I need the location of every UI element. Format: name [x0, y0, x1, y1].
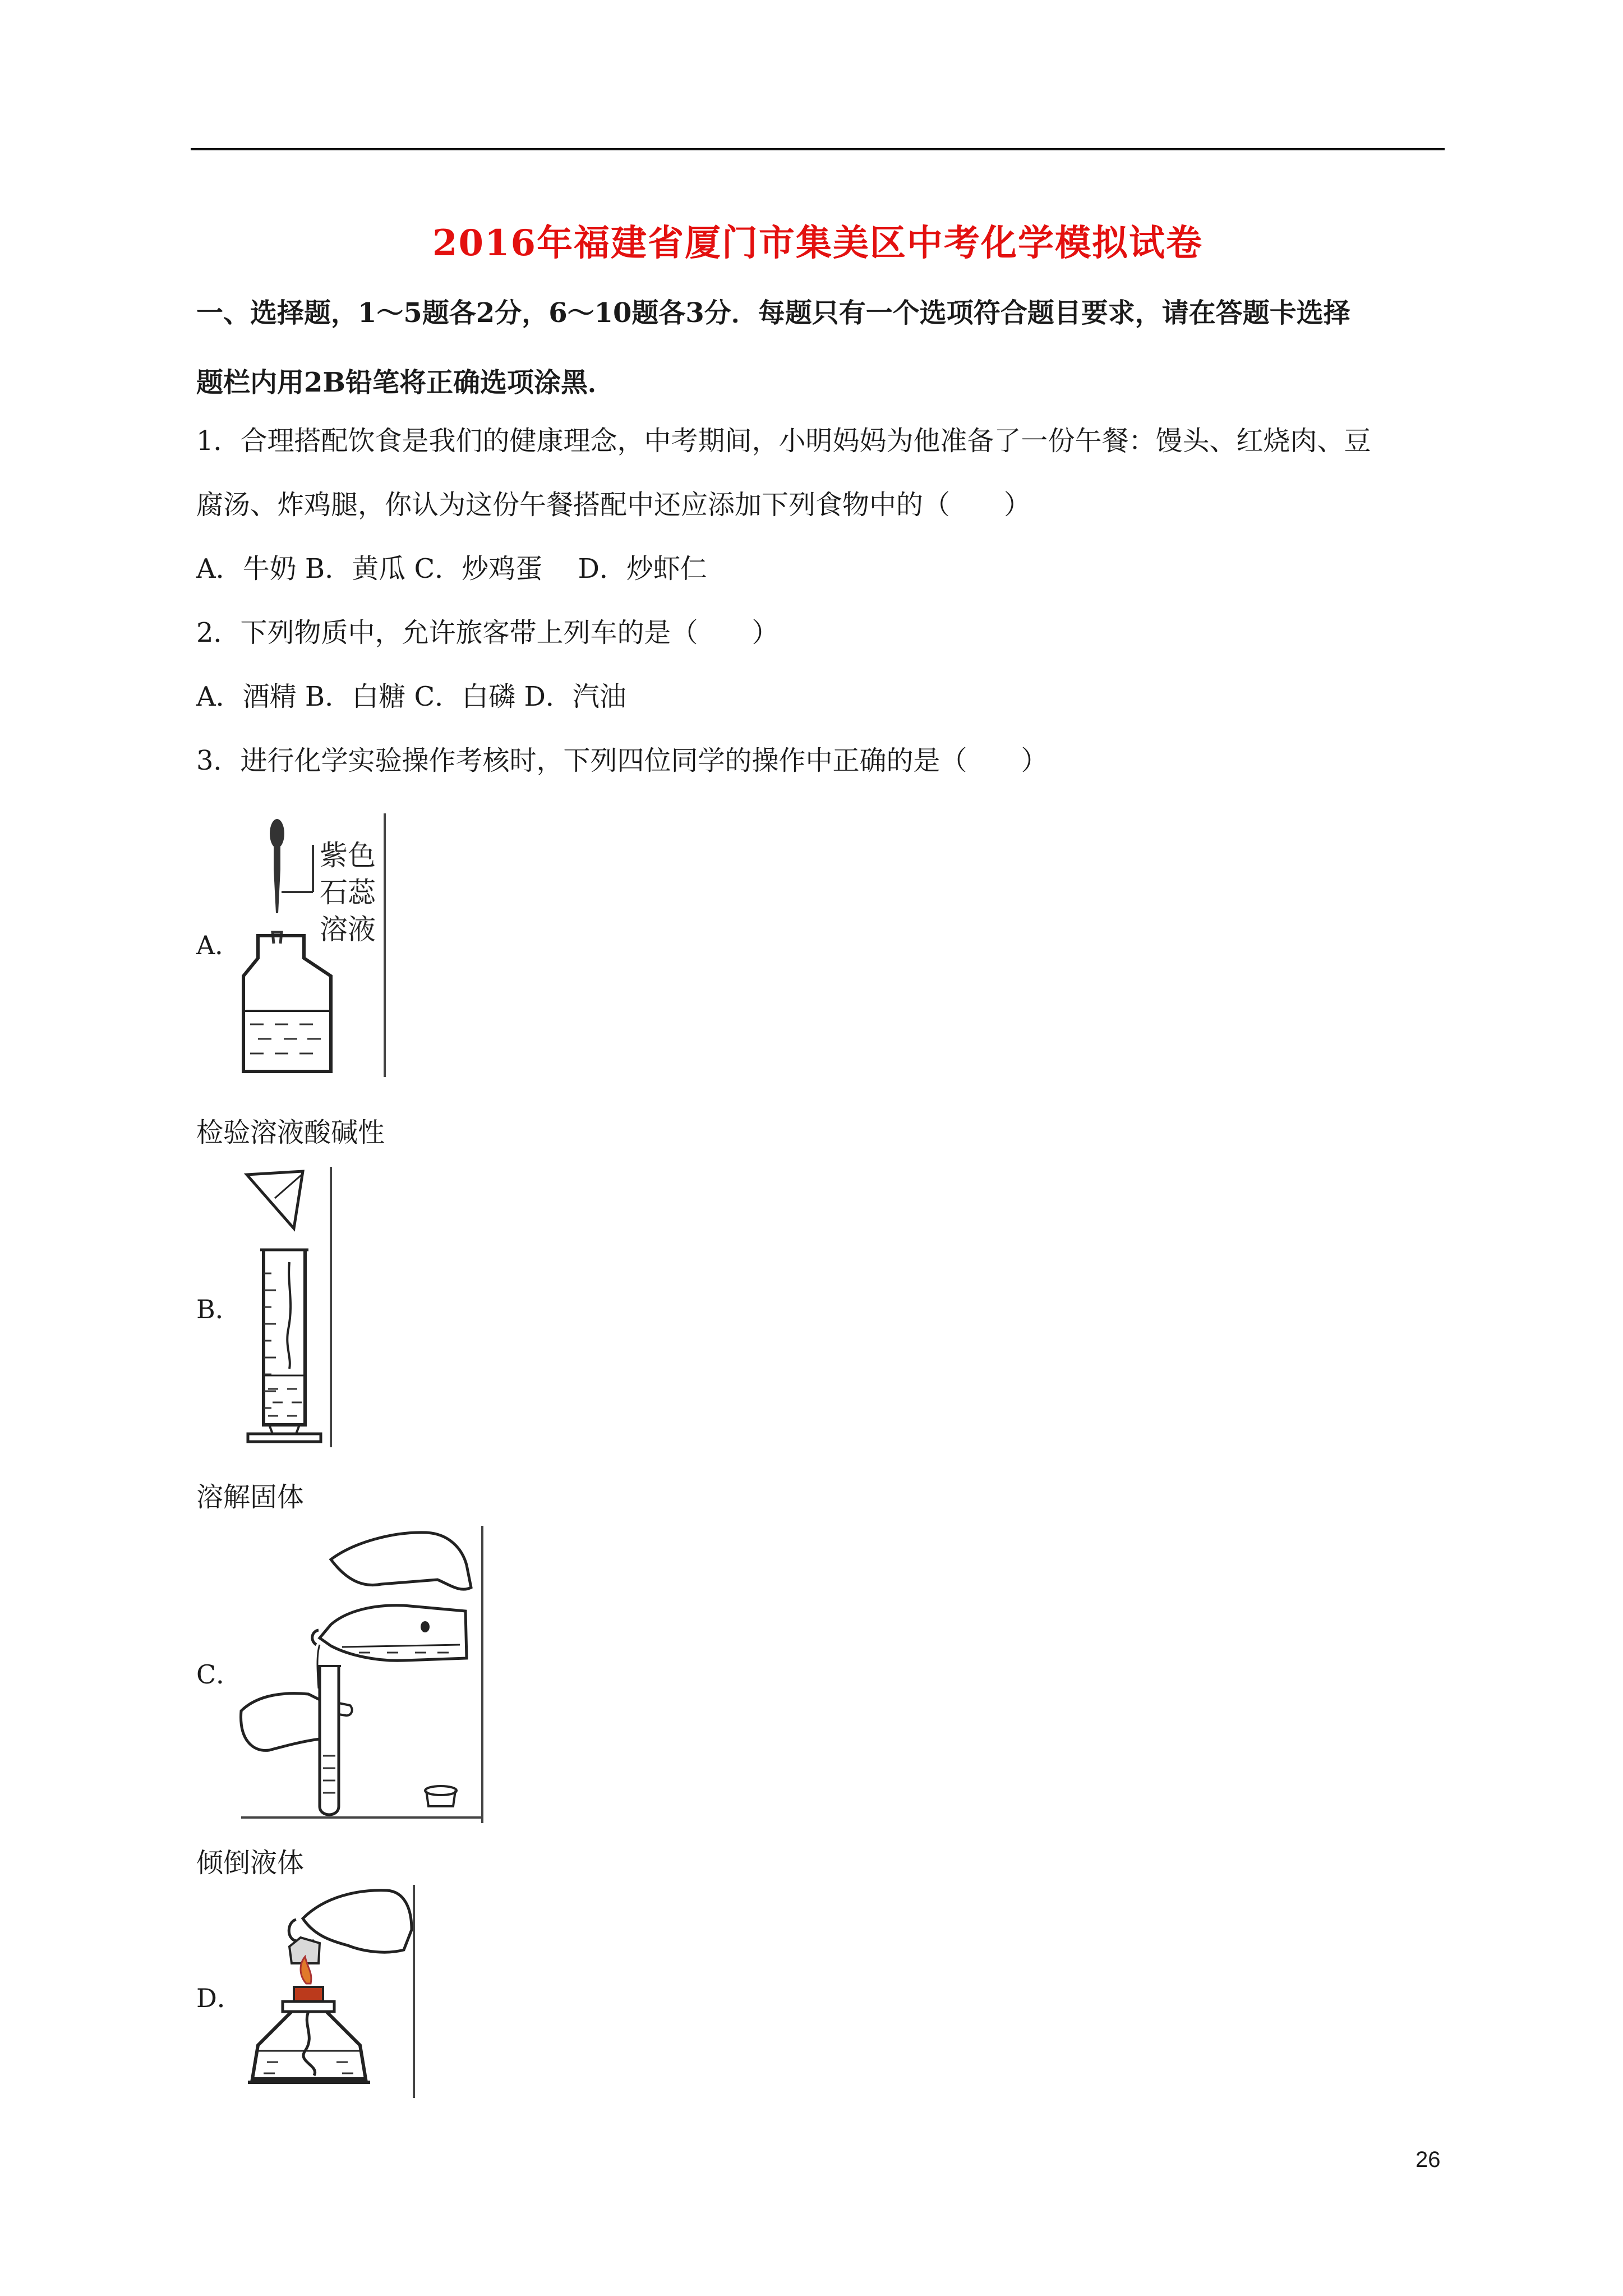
fig-a-label-2: 石蕊 [320, 876, 376, 909]
q1-options: A．牛奶 B．黄瓜 C．炒鸡蛋 D．炒虾仁 [196, 553, 707, 585]
page-title: 2016年福建省厦门市集美区中考化学模拟试卷 [432, 222, 1204, 264]
option-a-caption: 检验溶液酸碱性 [196, 1117, 385, 1148]
graduated-cylinder-icon [236, 1167, 336, 1447]
header-rule [191, 148, 1445, 150]
q1-stem-line2: 腐汤、炸鸡腿，你认为这份午餐搭配中还应添加下列食物中的（ ） [196, 489, 1031, 521]
option-a-letter: A． [196, 930, 241, 960]
option-c-letter: C． [196, 1659, 242, 1690]
option-b-caption: 溶解固体 [196, 1481, 305, 1513]
alcohol-lamp-icon [236, 1885, 421, 2098]
option-b-letter: B． [196, 1294, 241, 1324]
q1-stem-line1: 1．合理搭配饮食是我们的健康理念，中考期间，小明妈妈为他准备了一份午餐：馒头、红烧肉、豆 [196, 425, 1371, 457]
section-heading-line1: 一、选择题，1～5题各2分，6～10题各3分．每题只有一个选项符合题目要求，请在答题卡选择 [196, 297, 1350, 329]
fig-a-label-1: 紫色 [320, 839, 376, 872]
option-d-letter: D． [196, 1983, 243, 2013]
fig-a-label-3: 溶液 [320, 913, 376, 946]
q2-stem: 2．下列物质中，允许旅客带上列车的是（ ） [196, 617, 779, 648]
dropper-bottle-icon [241, 813, 387, 1077]
pour-liquid-icon [236, 1526, 488, 1823]
option-c-caption: 倾倒液体 [196, 1847, 305, 1879]
section-heading-line2: 题栏内用2B铅笔将正确选项涂黑． [196, 367, 615, 398]
q3-stem: 3．进行化学实验操作考核时，下列四位同学的操作中正确的是（ ） [196, 745, 1048, 776]
page-number: 26 [1415, 2147, 1441, 2172]
q2-options: A．酒精 B．白糖 C．白磷 D．汽油 [196, 681, 626, 712]
